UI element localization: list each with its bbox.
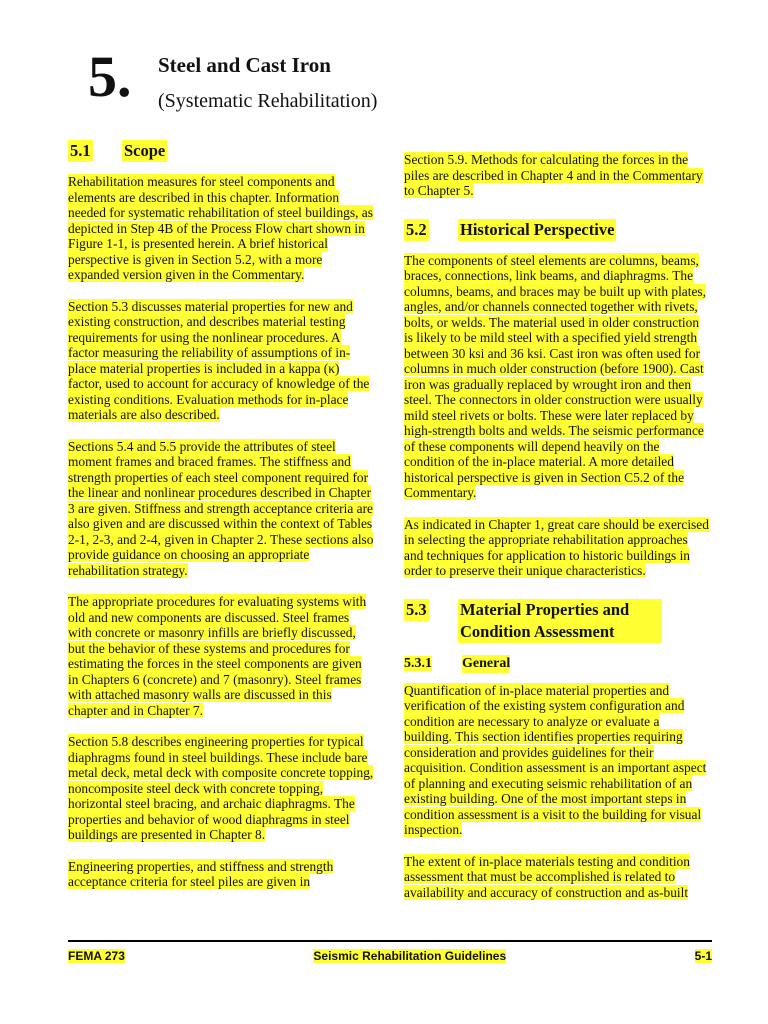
section-number: 5.1 [70, 141, 91, 160]
footer-publication: FEMA 273 [68, 949, 125, 963]
paragraph: Section 5.3 discusses material properties for new and existing construction, and describes material testing requirements for using the nonlinear procedures. A factor measuring the reliability of assumptions of in-place material properties is included in a kappa (κ) factor, used to account for accuracy of knowledge of the existing conditions. Evaluation methods for in-place materials are also described. [68, 298, 370, 422]
left-column [68, 140, 374, 890]
paragraph: Rehabilitation measures for steel components and elements are described in this chapter. Information needed for systematic rehabilitation of steel buildings, as depicted in Step 4B of the Process Flow chart shown in Figure 1-1, is presented herein. A brief historical perspective is given in Section 5.2, with a more expanded version given in the Commentary. [68, 174, 373, 282]
chapter-subtitle: (Systematic Rehabilitation) [158, 90, 378, 112]
section-number: 5.2 [406, 219, 427, 239]
section-title: Scope [124, 141, 166, 160]
chapter-title: Steel and Cast Iron [158, 53, 331, 77]
paragraph: Engineering properties, and stiffness and strength acceptance criteria for steel piles are given in [68, 858, 334, 889]
section-title: Material Properties and Condition Assessment [458, 599, 662, 643]
section-heading-5-1 [68, 140, 374, 162]
subsection-heading-5-3-1 [404, 655, 710, 673]
page-footer [68, 940, 712, 963]
paragraph: The appropriate procedures for evaluating systems with old and new components are discussed. Steel frames with concrete or masonry infills are briefly discussed, but the behavior of these systems and procedures for estimating the forces in the steel components are given in Chapters 6 (concrete) and 7 (masonry). Steel frames with attached masonry walls are discussed in this chapter and in Chapter 7. [68, 594, 367, 718]
section-title: Historical Perspective [460, 219, 615, 239]
paragraph: As indicated in Chapter 1, great care should be exercised in selecting the appropriate rehabilitation approaches and techniques for application to historic buildings in order to preserve their unique characteristics. [404, 516, 709, 578]
section-heading-5-3 [404, 599, 710, 643]
chapter-number: 5. [88, 44, 132, 109]
footer-page-number: 5-1 [694, 949, 712, 963]
subsection-title: General [462, 655, 511, 671]
paragraph: The extent of in-place materials testing and condition assessment that must be accomplished is related to availability and accuracy of construction and as-built [404, 853, 690, 900]
paragraph: The components of steel elements are columns, beams, braces, connections, link beams, and diaphragms. The columns, beams, and braces may be built up with plates, angles, and/or channels connected together with rivets, bolts, or welds. The material used in older construction is likely to be mild steel with a specified yield strength between 30 ksi and 36 ksi. Cast iron was often used for columns in much older construction (before 1900). Cast iron was gradually replaced by wrought iron and then steel. The connectors in older construction were usually mild steel rivets or bolts. These were later replaced by high-strength bolts and welds. The seismic performance of these components will depend heavily on the condition of the in-place material. A more detailed historical perspective is given in Section C5.2 of the Commentary. [404, 252, 706, 500]
paragraph: Section 5.9. Methods for calculating the forces in the piles are described in Chapter 4 and in the Commentary to Chapter 5. [404, 152, 703, 198]
right-column [404, 152, 710, 900]
section-heading-5-2 [404, 219, 710, 241]
footer-title: Seismic Rehabilitation Guidelines [313, 949, 507, 963]
paragraph: Sections 5.4 and 5.5 provide the attributes of steel moment frames and braced frames. The stiffness and strength properties of each steel component required for the linear and nonlinear procedures described in Chapter 3 are given. Stiffness and strength acceptance criteria are also given and are discussed within the context of Tables 2-1, 2-3, and 2-4, given in Chapter 2. These sections also provide guidance on choosing an appropriate rehabilitation strategy. [68, 438, 374, 578]
paragraph: Section 5.8 describes engineering properties for typical diaphragms found in steel buildings. These include bare metal deck, metal deck with composite concrete topping, noncomposite steel deck with concrete topping, horizontal steel bracing, and archaic diaphragms. The properties and behavior of wood diaphragms in steel buildings are presented in Chapter 8. [68, 734, 374, 842]
paragraph: Quantification of in-place material properties and verification of the existing system configuration and condition are necessary to analyze or evaluate a building. This section identifies properties requiring consideration and provides guidelines for their acquisition. Condition assessment is an important aspect of planning and executing seismic rehabilitation of an existing building. One of the most important steps in condition assessment is a visit to the building for visual inspection. [404, 682, 707, 837]
subsection-number: 5.3.1 [404, 655, 432, 671]
section-number: 5.3 [406, 599, 427, 619]
